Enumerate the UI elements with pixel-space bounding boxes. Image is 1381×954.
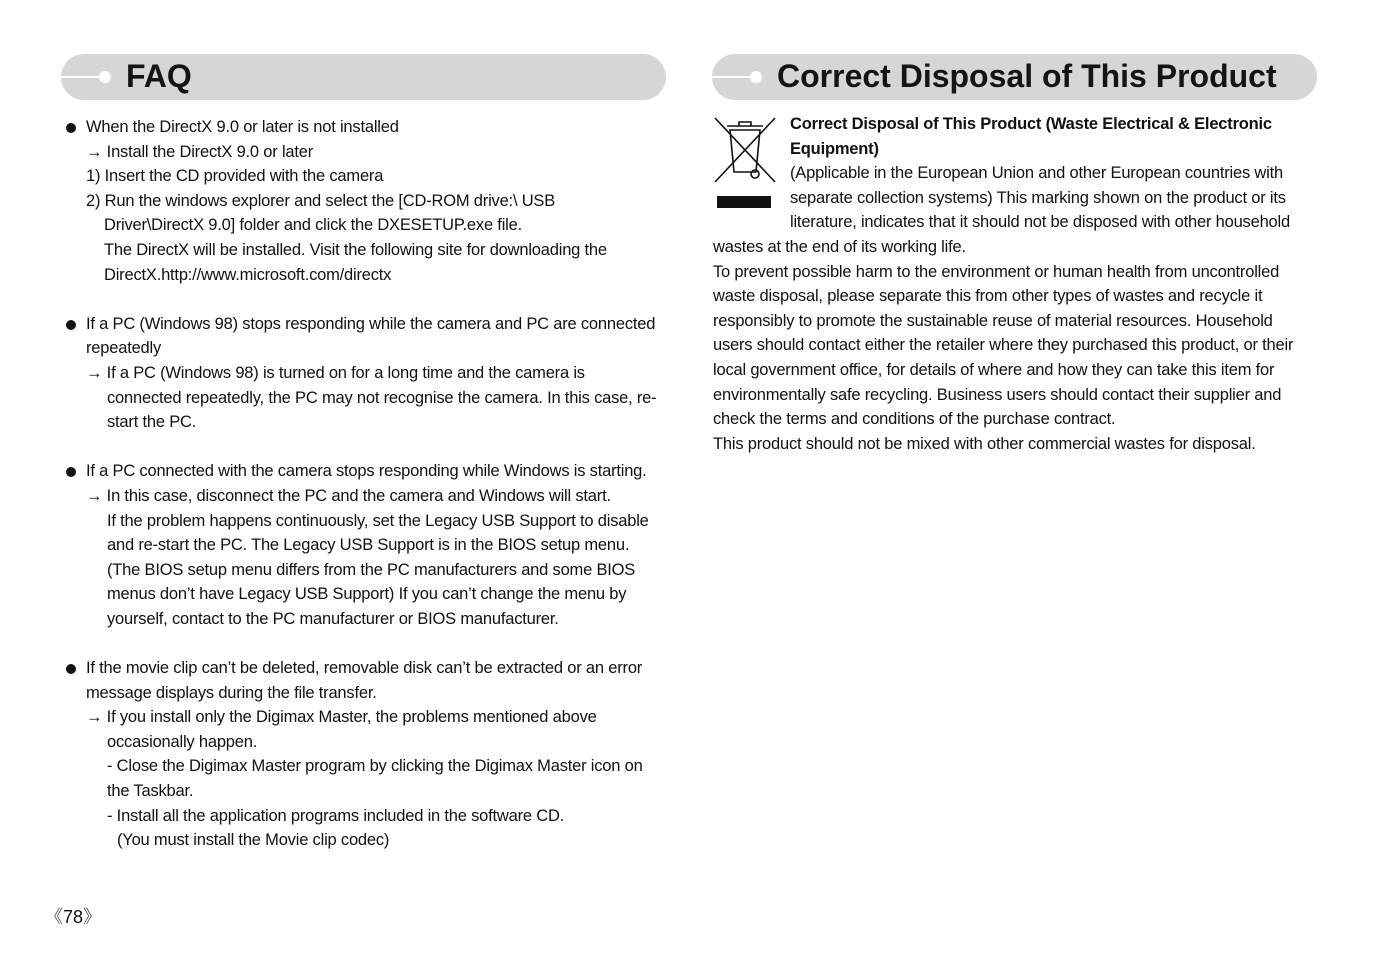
faq-question-text: If the movie clip can’t be deleted, removable disk can’t be extracted or an error <box>86 659 643 678</box>
faq-answer-line: Driver\DirectX 9.0] folder and click the DXESETUP.exe file. <box>104 216 522 235</box>
disposal-text-line: separate collection systems) This marking shown on the product or its <box>790 188 1286 207</box>
faq-answer-line: If the problem happens continuously, set the Legacy USB Support to disable <box>107 511 649 530</box>
bullet-dot-icon <box>66 664 76 674</box>
spacer <box>62 287 672 312</box>
disposal-text-line: To prevent possible harm to the environment or human health from uncontrolled <box>713 262 1280 281</box>
faq-answer-line: - Close the Digimax Master program by clicking the Digimax Master icon on <box>107 757 643 776</box>
faq-answer-line: (The BIOS setup menu differs from the PC manufacturers and some BIOS <box>107 560 636 579</box>
banner-decor-dot <box>99 71 111 83</box>
faq-question-text: When the DirectX 9.0 or later is not installed <box>86 118 399 136</box>
disposal-text-line: local government office, for details of where and how they can take this item for <box>713 360 1275 379</box>
disposal-banner <box>712 54 1317 100</box>
faq-answer-line: 2) Run the windows explorer and select the [CD-ROM drive:\ USB <box>86 191 556 210</box>
disposal-heading-line: Equipment) <box>790 139 879 158</box>
bullet-dot-icon <box>66 123 76 133</box>
faq-content <box>62 115 672 853</box>
spacer <box>62 631 672 656</box>
banner-decor-dot <box>750 71 762 83</box>
faq-answer-line: - Install all the application programs included in the software CD. <box>107 806 565 825</box>
faq-question-text: If a PC connected with the camera stops responding while Windows is starting. <box>86 462 647 481</box>
faq-question-continued <box>62 681 672 706</box>
faq-answer-line: → If you install only the Digimax Master, the problems mentioned above <box>86 708 597 727</box>
spacer <box>62 435 672 460</box>
faq-question <box>62 459 672 484</box>
faq-title: FAQ <box>126 58 192 94</box>
faq-answer-line: occasionally happen. <box>107 732 258 751</box>
faq-banner <box>61 54 666 100</box>
faq-answer-line: start the PC. <box>107 413 197 432</box>
disposal-text-line: waste disposal, please separate this from other types of wastes and recycle it <box>713 287 1263 306</box>
banner-decor-line <box>712 76 752 78</box>
faq-question <box>62 312 672 337</box>
disposal-text-line: responsibly to promote the sustainable reuse of material resources. Household <box>713 311 1273 330</box>
disposal-text-line: literature, indicates that it should not be disposed with other household <box>790 213 1290 232</box>
banner-decor-line <box>61 76 101 78</box>
faq-question-text: If a PC (Windows 98) stops responding while the camera and PC are connected <box>86 314 656 333</box>
page-number: 《78》 <box>45 907 102 927</box>
faq-answer-line: → If a PC (Windows 98) is turned on for a long time and the camera is <box>86 363 585 382</box>
faq-answer-line: yourself, contact to the PC manufacturer or BIOS manufacturer. <box>107 609 559 628</box>
disposal-text-line: wastes at the end of its working life. <box>713 237 966 256</box>
faq-answer-line: menus don’t have Legacy USB Support) If you can’t change the menu by <box>107 585 627 604</box>
faq-answer-line: 1) Insert the CD provided with the camera <box>86 167 384 186</box>
faq-question-continued <box>62 336 672 361</box>
disposal-text-line: (Applicable in the European Union and other European countries with <box>790 164 1283 183</box>
faq-answer-line: → Install the DirectX 9.0 or later <box>86 142 314 161</box>
faq-answer-line: the Taskbar. <box>107 782 194 801</box>
faq-question <box>62 656 672 681</box>
disposal-text-line: This product should not be mixed with other commercial wastes for disposal. <box>713 434 1256 453</box>
faq-answer-line: and re-start the PC. The Legacy USB Support is in the BIOS setup menu. <box>107 536 630 555</box>
disposal-text-line: check the terms and conditions of the purchase contract. <box>713 410 1116 429</box>
disposal-heading-line: Correct Disposal of This Product (Waste Electrical & Electronic <box>790 115 1272 133</box>
faq-answer-line: (You must install the Movie clip codec) <box>117 831 390 850</box>
faq-answer-line: The DirectX will be installed. Visit the following site for downloading the <box>104 240 607 259</box>
disposal-title: Correct Disposal of This Product <box>777 58 1277 94</box>
faq-answer-line: connected repeatedly, the PC may not recognise the camera. In this case, re- <box>107 388 657 407</box>
disposal-text-line: environmentally safe recycling. Business users should contact their supplier and <box>713 385 1282 404</box>
bullet-dot-icon <box>66 467 76 477</box>
faq-question-text: repeatedly <box>86 339 162 358</box>
faq-question-text: message displays during the file transfer. <box>86 683 377 702</box>
bullet-dot-icon <box>66 320 76 330</box>
disposal-text-line: users should contact either the retailer where they purchased this product, or their <box>713 336 1294 355</box>
faq-question <box>62 115 672 140</box>
faq-answer-line: DirectX.http://www.microsoft.com/directx <box>104 265 392 284</box>
faq-answer-line: → In this case, disconnect the PC and the camera and Windows will start. <box>86 486 611 505</box>
disposal-content <box>713 112 1323 456</box>
